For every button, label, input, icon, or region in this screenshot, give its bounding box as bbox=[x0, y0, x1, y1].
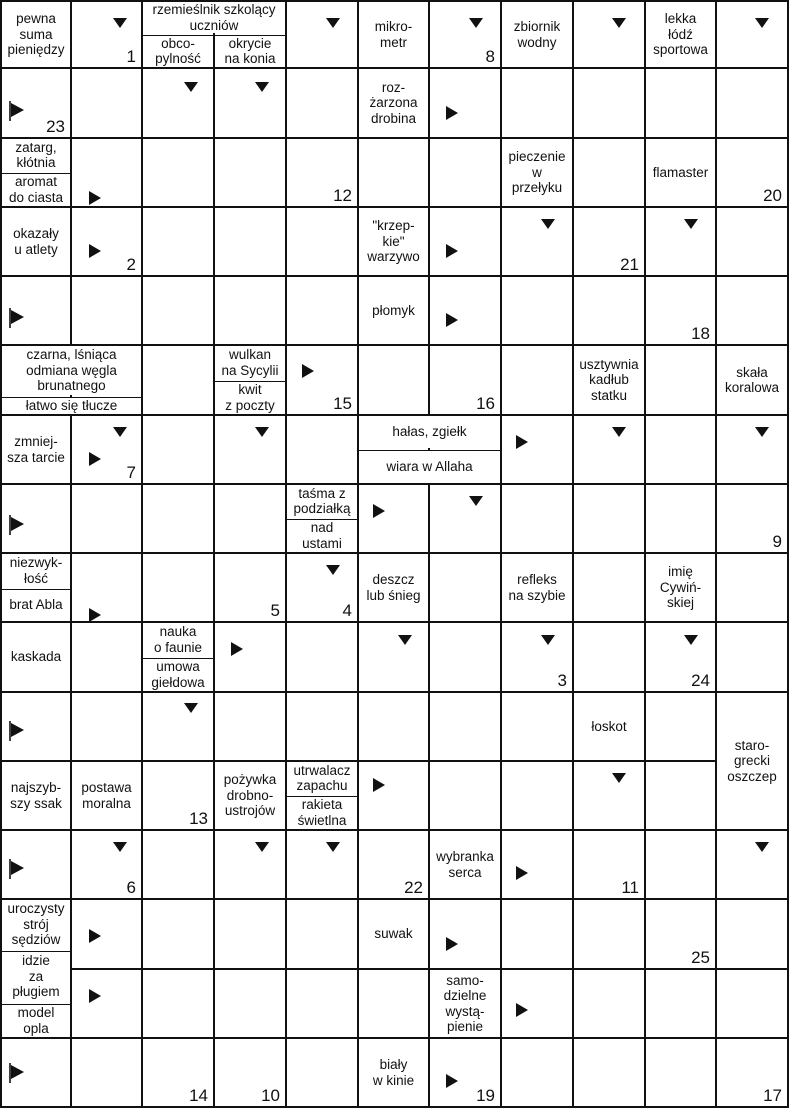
grid-cell[interactable] bbox=[717, 208, 789, 277]
clue-box bbox=[359, 450, 500, 483]
clue-text: deszcz lub śnieg bbox=[366, 572, 421, 603]
clue-box bbox=[215, 762, 285, 829]
cell-number: 16 bbox=[476, 394, 495, 413]
clue-box bbox=[646, 2, 715, 67]
arrow-right-icon bbox=[441, 310, 463, 332]
arrow-down-icon bbox=[322, 559, 344, 581]
clue-box bbox=[287, 519, 357, 552]
clue-text: usztywnia kadłub statku bbox=[579, 356, 639, 403]
grid-cell[interactable] bbox=[143, 277, 215, 346]
grid-cell[interactable] bbox=[502, 1039, 574, 1108]
clue-box bbox=[143, 623, 213, 656]
grid-cell[interactable] bbox=[430, 623, 502, 693]
grid-cell[interactable] bbox=[72, 623, 143, 693]
grid-cell[interactable] bbox=[287, 0, 359, 69]
grid-cell[interactable] bbox=[287, 208, 359, 277]
clue-divider bbox=[0, 951, 72, 952]
clue-text: zatarg, kłótnia bbox=[15, 139, 57, 170]
clue-box bbox=[215, 35, 285, 67]
clue-divider bbox=[287, 519, 359, 520]
clue-text: model opla bbox=[17, 1005, 55, 1036]
cell-number: 8 bbox=[485, 47, 495, 66]
clue-box bbox=[359, 554, 428, 621]
arrow-right-icon bbox=[84, 449, 106, 471]
arrow-down-icon bbox=[537, 629, 559, 651]
grid-cell[interactable] bbox=[359, 831, 430, 900]
clue-text: kaskada bbox=[10, 649, 62, 665]
clue-divider bbox=[359, 450, 502, 451]
cell-number: 1 bbox=[126, 47, 136, 66]
clue-text: samo- dzielne wystą- pienie bbox=[443, 972, 487, 1034]
corner-arrow-icon bbox=[7, 720, 29, 742]
arrow-right-icon bbox=[511, 432, 533, 454]
arrow-right-icon bbox=[84, 241, 106, 263]
arrow-right-icon bbox=[441, 934, 463, 956]
grid-cell[interactable] bbox=[215, 1039, 287, 1108]
cell-number: 18 bbox=[691, 324, 710, 343]
grid-cell[interactable] bbox=[646, 485, 717, 554]
clue-text: kwit z poczty bbox=[225, 382, 275, 413]
grid-cell[interactable] bbox=[574, 139, 646, 208]
grid-cell[interactable] bbox=[143, 416, 215, 485]
arrow-right-icon bbox=[441, 241, 463, 263]
cell-number: 6 bbox=[126, 878, 136, 897]
clue-text: rzemieślnik szkolący uczniów bbox=[152, 2, 276, 33]
grid-cell[interactable] bbox=[143, 208, 215, 277]
clue-box bbox=[359, 69, 428, 137]
grid-cell[interactable] bbox=[717, 139, 789, 208]
grid-cell[interactable] bbox=[143, 970, 215, 1039]
cell-number: 22 bbox=[404, 878, 423, 897]
grid-cell[interactable] bbox=[574, 485, 646, 554]
grid-cell[interactable] bbox=[430, 693, 502, 762]
cell-number: 9 bbox=[772, 532, 782, 551]
cell-number: 25 bbox=[691, 948, 710, 967]
grid-cell[interactable] bbox=[72, 485, 143, 554]
grid-cell[interactable] bbox=[215, 900, 287, 970]
grid-cell[interactable] bbox=[717, 623, 789, 693]
clue-divider bbox=[143, 658, 215, 659]
cell-number: 17 bbox=[763, 1086, 782, 1105]
clue-box bbox=[502, 2, 572, 67]
clue-text: aromat do ciasta bbox=[8, 174, 64, 205]
arrow-down-icon bbox=[180, 76, 202, 98]
clue-text: imię Cywiń- skiej bbox=[659, 564, 702, 611]
clue-text: mikro- metr bbox=[374, 19, 413, 50]
grid-cell[interactable] bbox=[646, 762, 717, 831]
clue-text: wiara w Allaha bbox=[386, 458, 473, 474]
grid-cell[interactable] bbox=[574, 0, 646, 69]
clue-text: nauka o faunie bbox=[153, 624, 203, 655]
cell-number: 2 bbox=[126, 255, 136, 274]
clue-divider bbox=[0, 1004, 72, 1005]
clue-box bbox=[2, 346, 141, 395]
grid-cell[interactable] bbox=[646, 693, 717, 762]
grid-cell[interactable] bbox=[646, 900, 717, 970]
cell-number: 19 bbox=[476, 1086, 495, 1105]
clue-text: pieczenie w przełyku bbox=[508, 149, 566, 196]
grid-cell[interactable] bbox=[143, 900, 215, 970]
clue-text: łoskot bbox=[591, 718, 627, 734]
clue-box bbox=[287, 485, 357, 517]
grid-cell[interactable] bbox=[717, 1039, 789, 1108]
clue-box bbox=[2, 900, 70, 949]
grid-cell[interactable] bbox=[287, 900, 359, 970]
cell-number: 11 bbox=[621, 878, 639, 897]
grid-cell[interactable] bbox=[502, 69, 574, 139]
grid-cell[interactable] bbox=[430, 139, 502, 208]
clue-text: utrwalacz zapachu bbox=[293, 762, 351, 793]
grid-cell[interactable] bbox=[143, 831, 215, 900]
grid-cell[interactable] bbox=[215, 970, 287, 1039]
clue-box bbox=[430, 831, 500, 898]
grid-cell[interactable] bbox=[502, 762, 574, 831]
grid-cell[interactable] bbox=[717, 970, 789, 1039]
cell-number: 23 bbox=[46, 117, 65, 136]
grid-cell[interactable] bbox=[215, 693, 287, 762]
clue-text: postawa moralna bbox=[81, 780, 132, 811]
clue-box bbox=[359, 2, 428, 67]
arrow-down-icon bbox=[751, 12, 773, 34]
clue-text: refleks na szybie bbox=[508, 572, 566, 603]
clue-box bbox=[2, 1004, 70, 1037]
grid-cell[interactable] bbox=[72, 900, 143, 970]
corner-arrow-icon bbox=[7, 1062, 29, 1084]
arrow-down-icon bbox=[394, 629, 416, 651]
clue-box bbox=[143, 35, 213, 67]
cell-number: 13 bbox=[189, 809, 208, 828]
grid-cell[interactable] bbox=[287, 623, 359, 693]
cell-number: 10 bbox=[261, 1086, 280, 1105]
clue-box bbox=[646, 554, 715, 621]
arrow-down-icon bbox=[465, 490, 487, 512]
clue-divider bbox=[215, 35, 287, 36]
grid-cell[interactable] bbox=[646, 277, 717, 346]
arrow-down-icon bbox=[251, 421, 273, 443]
grid-cell[interactable] bbox=[215, 554, 287, 623]
grid-cell[interactable] bbox=[287, 69, 359, 139]
grid-cell[interactable] bbox=[574, 277, 646, 346]
clue-text: skała koralowa bbox=[724, 364, 780, 395]
clue-text: płomyk bbox=[372, 302, 415, 318]
arrow-down-icon bbox=[751, 836, 773, 858]
clue-box bbox=[143, 658, 213, 691]
grid-cell[interactable] bbox=[215, 139, 287, 208]
corner-arrow-icon bbox=[7, 858, 29, 880]
grid-cell[interactable] bbox=[143, 346, 215, 416]
arrow-right-icon bbox=[84, 986, 106, 1008]
grid-cell[interactable] bbox=[143, 139, 215, 208]
cell-number: 7 bbox=[126, 463, 136, 482]
grid-cell[interactable] bbox=[72, 831, 143, 900]
clue-box bbox=[430, 970, 500, 1037]
arrow-down-icon bbox=[608, 421, 630, 443]
grid-cell[interactable] bbox=[72, 0, 143, 69]
clue-box bbox=[2, 416, 70, 483]
clue-text: biały w kinie bbox=[372, 1057, 415, 1088]
cell-number: 3 bbox=[557, 671, 567, 690]
clue-text: lekka łódź sportowa bbox=[653, 11, 708, 58]
clue-text: wybranka serca bbox=[436, 849, 494, 880]
corner-arrow-icon bbox=[7, 514, 29, 536]
clue-divider bbox=[143, 35, 215, 36]
clue-text: czarna, lśniąca odmiana węgla brunatnego bbox=[26, 347, 117, 394]
grid-cell[interactable] bbox=[72, 139, 143, 208]
arrow-right-icon bbox=[297, 361, 319, 383]
arrow-down-icon bbox=[109, 836, 131, 858]
grid-cell[interactable] bbox=[215, 277, 287, 346]
clue-text: pewna suma pieniędzy bbox=[7, 11, 65, 58]
grid-cell[interactable] bbox=[646, 1039, 717, 1108]
grid-cell[interactable] bbox=[72, 277, 143, 346]
cell-number: 14 bbox=[189, 1086, 208, 1105]
clue-box bbox=[143, 2, 285, 33]
corner-arrow-icon bbox=[7, 307, 29, 329]
clue-text: flamaster bbox=[652, 164, 709, 180]
grid-cell[interactable] bbox=[430, 762, 502, 831]
grid-cell[interactable] bbox=[646, 831, 717, 900]
grid-cell[interactable] bbox=[717, 900, 789, 970]
grid-cell[interactable] bbox=[646, 416, 717, 485]
grid-cell[interactable] bbox=[143, 485, 215, 554]
grid-cell[interactable] bbox=[287, 693, 359, 762]
arrow-down-icon bbox=[680, 213, 702, 235]
clue-box bbox=[717, 693, 787, 829]
grid-cell[interactable] bbox=[287, 970, 359, 1039]
clue-box bbox=[574, 693, 644, 760]
grid-cell[interactable] bbox=[502, 346, 574, 416]
clue-text: "krzep- kie" warzywo bbox=[367, 218, 420, 265]
clue-text: okrycie na konia bbox=[224, 35, 276, 66]
grid-cell[interactable] bbox=[502, 900, 574, 970]
grid-cell[interactable] bbox=[72, 69, 143, 139]
clue-box bbox=[359, 1039, 428, 1106]
clue-divider bbox=[0, 173, 72, 174]
cell-number: 21 bbox=[620, 255, 639, 274]
arrow-down-icon bbox=[608, 12, 630, 34]
arrow-down-icon bbox=[322, 12, 344, 34]
arrow-right-icon bbox=[84, 188, 106, 210]
clue-box bbox=[2, 173, 70, 206]
grid-cell[interactable] bbox=[502, 277, 574, 346]
clue-box bbox=[717, 346, 787, 414]
clue-box bbox=[2, 397, 141, 414]
clue-divider bbox=[0, 397, 143, 398]
grid-cell[interactable] bbox=[646, 69, 717, 139]
grid-cell[interactable] bbox=[215, 208, 287, 277]
clue-box bbox=[2, 208, 70, 275]
arrow-right-icon bbox=[441, 103, 463, 125]
grid-cell[interactable] bbox=[430, 346, 502, 416]
grid-cell[interactable] bbox=[72, 1039, 143, 1108]
clue-box bbox=[502, 139, 572, 206]
arrow-right-icon bbox=[84, 926, 106, 948]
grid-cell[interactable] bbox=[143, 693, 215, 762]
clue-text: idzie za pługiem bbox=[12, 953, 60, 1000]
arrow-down-icon bbox=[251, 836, 273, 858]
arrow-right-icon bbox=[84, 605, 106, 627]
grid-cell[interactable] bbox=[646, 346, 717, 416]
cell-number: 5 bbox=[270, 601, 280, 620]
arrow-down-icon bbox=[180, 697, 202, 719]
clue-box bbox=[2, 589, 70, 621]
clue-text: roz- żarzona drobina bbox=[369, 79, 418, 126]
clue-text: zmniej- sza tarcie bbox=[7, 434, 65, 465]
clue-text: hałas, zgiełk bbox=[392, 424, 467, 440]
grid-cell[interactable] bbox=[574, 900, 646, 970]
grid-cell[interactable] bbox=[287, 277, 359, 346]
grid-cell[interactable] bbox=[143, 554, 215, 623]
arrow-down-icon bbox=[608, 767, 630, 789]
clue-text: suwak bbox=[374, 926, 413, 942]
clue-text: niezwyk- łość bbox=[9, 555, 63, 586]
grid-cell[interactable] bbox=[72, 970, 143, 1039]
cell-number: 12 bbox=[333, 186, 352, 205]
grid-cell[interactable] bbox=[143, 69, 215, 139]
grid-cell[interactable] bbox=[430, 554, 502, 623]
grid-cell[interactable] bbox=[574, 970, 646, 1039]
clue-box bbox=[287, 762, 357, 794]
clue-text: rakieta świetlna bbox=[297, 797, 347, 828]
clue-box bbox=[646, 139, 715, 206]
corner-arrow-icon bbox=[7, 100, 29, 122]
clue-divider bbox=[287, 796, 359, 797]
clue-text: obco- pylność bbox=[155, 35, 201, 66]
clue-text: nad ustami bbox=[302, 520, 342, 551]
clue-box bbox=[359, 277, 428, 344]
grid-cell[interactable] bbox=[287, 1039, 359, 1108]
grid-cell[interactable] bbox=[72, 693, 143, 762]
clue-box bbox=[2, 623, 70, 691]
grid-cell[interactable] bbox=[359, 346, 430, 416]
arrow-down-icon bbox=[465, 12, 487, 34]
clue-divider bbox=[215, 381, 287, 382]
grid-cell[interactable] bbox=[72, 416, 143, 485]
arrow-down-icon bbox=[537, 213, 559, 235]
clue-text: okazały u atlety bbox=[13, 226, 59, 257]
clue-text: najszyb- szy ssak bbox=[10, 780, 62, 811]
cell-number: 20 bbox=[763, 186, 782, 205]
arrow-right-icon bbox=[441, 1071, 463, 1093]
arrow-right-icon bbox=[511, 1000, 533, 1022]
arrow-right-icon bbox=[368, 775, 390, 797]
grid-cell[interactable] bbox=[287, 416, 359, 485]
clue-divider bbox=[0, 589, 72, 590]
clue-text: łatwo się tłucze bbox=[25, 397, 118, 413]
clue-text: brat Abla bbox=[9, 597, 63, 613]
clue-box bbox=[215, 381, 285, 414]
grid-cell[interactable] bbox=[502, 693, 574, 762]
grid-cell[interactable] bbox=[359, 970, 430, 1039]
grid-cell[interactable] bbox=[717, 485, 789, 554]
arrow-right-icon bbox=[368, 501, 390, 523]
grid-cell[interactable] bbox=[143, 762, 215, 831]
clue-text: zbiornik wodny bbox=[513, 19, 561, 50]
clue-box bbox=[2, 951, 70, 1002]
clue-box bbox=[2, 554, 70, 587]
arrow-down-icon bbox=[251, 76, 273, 98]
grid-cell[interactable] bbox=[717, 277, 789, 346]
grid-cell[interactable] bbox=[430, 0, 502, 69]
grid-cell[interactable] bbox=[143, 1039, 215, 1108]
clue-box bbox=[359, 416, 500, 448]
arrow-down-icon bbox=[751, 421, 773, 443]
grid-cell[interactable] bbox=[574, 554, 646, 623]
grid-cell[interactable] bbox=[359, 139, 430, 208]
grid-cell[interactable] bbox=[717, 554, 789, 623]
grid-cell[interactable] bbox=[646, 970, 717, 1039]
grid-cell[interactable] bbox=[574, 1039, 646, 1108]
cell-number: 4 bbox=[342, 601, 352, 620]
arrow-down-icon bbox=[322, 836, 344, 858]
clue-text: staro- grecki oszczep bbox=[727, 737, 777, 784]
arrow-right-icon bbox=[511, 863, 533, 885]
clue-box bbox=[2, 2, 70, 67]
clue-box bbox=[215, 346, 285, 379]
clue-box bbox=[359, 900, 428, 968]
arrow-right-icon bbox=[226, 639, 248, 661]
clue-box bbox=[287, 796, 357, 829]
clue-box bbox=[502, 554, 572, 621]
clue-text: pożywka drobno- ustrojów bbox=[223, 772, 277, 819]
clue-box bbox=[2, 139, 70, 171]
clue-text: umowa giełdowa bbox=[151, 659, 205, 690]
grid-cell[interactable] bbox=[717, 0, 789, 69]
grid-cell[interactable] bbox=[717, 69, 789, 139]
grid-cell[interactable] bbox=[215, 485, 287, 554]
arrow-down-icon bbox=[109, 421, 131, 443]
clue-text: uroczysty strój sędziów bbox=[7, 901, 65, 948]
clue-box bbox=[72, 762, 141, 829]
arrow-down-icon bbox=[680, 629, 702, 651]
grid-cell[interactable] bbox=[72, 208, 143, 277]
grid-cell[interactable] bbox=[574, 208, 646, 277]
grid-cell[interactable] bbox=[287, 139, 359, 208]
grid-cell[interactable] bbox=[574, 623, 646, 693]
cell-number: 24 bbox=[691, 671, 710, 690]
clue-box bbox=[359, 208, 428, 275]
grid-cell[interactable] bbox=[72, 554, 143, 623]
arrow-down-icon bbox=[109, 12, 131, 34]
grid-cell[interactable] bbox=[574, 69, 646, 139]
clue-box bbox=[2, 762, 70, 829]
clue-text: wulkan na Sycylii bbox=[221, 347, 279, 378]
grid-cell[interactable] bbox=[359, 693, 430, 762]
clue-text: taśma z podziałką bbox=[293, 485, 351, 516]
clue-box bbox=[574, 346, 644, 414]
grid-cell[interactable] bbox=[502, 485, 574, 554]
cell-number: 15 bbox=[333, 394, 352, 413]
grid-cell[interactable] bbox=[574, 831, 646, 900]
